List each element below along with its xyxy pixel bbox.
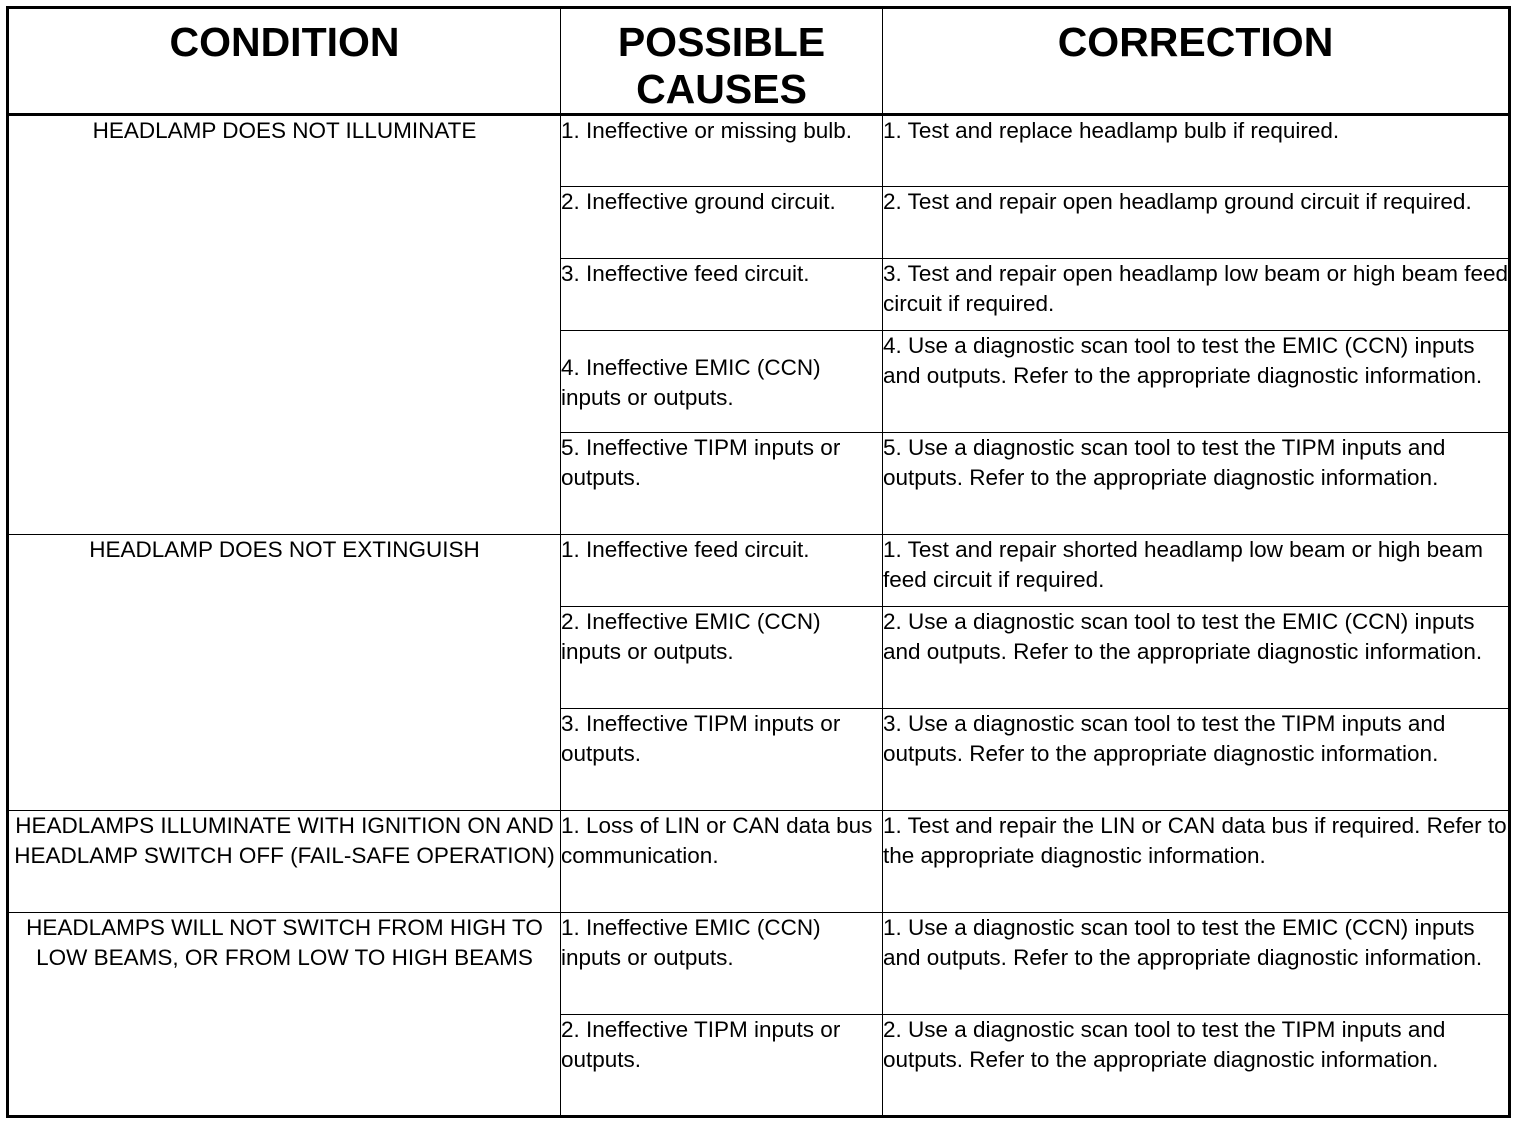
cause-cell: 3. Ineffective TIPM inputs or outputs. [561, 709, 883, 811]
cause-cell: 3. Ineffective feed circuit. [561, 259, 883, 331]
cause-cell: 5. Ineffective TIPM inputs or outputs. [561, 433, 883, 535]
correction-cell: 1. Test and repair the LIN or CAN data bus if required. Refer to the appropriate diagnostic information. [883, 811, 1510, 913]
header-possible-causes-text: POSSIBLE CAUSES [617, 19, 826, 112]
table-row [8, 535, 1510, 607]
header-condition: CONDITION [8, 8, 561, 115]
cause-cell: 1. Loss of LIN or CAN data bus communication. [561, 811, 883, 913]
diagnosis-table [6, 6, 1511, 1118]
cause-cell: 2. Ineffective TIPM inputs or outputs. [561, 1015, 883, 1117]
condition-cell: HEADLAMPS WILL NOT SWITCH FROM HIGH TO LOW BEAMS, OR FROM LOW TO HIGH BEAMS [8, 913, 561, 1117]
cause-cell: 2. Ineffective ground circuit. [561, 187, 883, 259]
correction-cell: 1. Use a diagnostic scan tool to test the EMIC (CCN) inputs and outputs. Refer to the appropriate diagnostic information. [883, 913, 1510, 1015]
cause-cell: 1. Ineffective or missing bulb. [561, 115, 883, 187]
condition-cell: HEADLAMPS ILLUMINATE WITH IGNITION ON AND HEADLAMP SWITCH OFF (FAIL-SAFE OPERATION) [8, 811, 561, 913]
correction-cell: 1. Test and replace headlamp bulb if required. [883, 115, 1510, 187]
cause-cell: 2. Ineffective EMIC (CCN) inputs or outputs. [561, 607, 883, 709]
header-row [8, 8, 1510, 115]
cause-cell: 4. Ineffective EMIC (CCN) inputs or outputs. [561, 331, 883, 433]
table-row [8, 913, 1510, 1015]
cause-cell: 1. Ineffective EMIC (CCN) inputs or outputs. [561, 913, 883, 1015]
header-possible-causes [561, 8, 883, 115]
table-row [8, 115, 1510, 187]
correction-cell: 1. Test and repair shorted headlamp low beam or high beam feed circuit if required. [883, 535, 1510, 607]
correction-cell: 3. Test and repair open headlamp low beam or high beam feed circuit if required. [883, 259, 1510, 331]
correction-cell: 4. Use a diagnostic scan tool to test the EMIC (CCN) inputs and outputs. Refer to the appropriate diagnostic information. [883, 331, 1510, 433]
correction-cell: 5. Use a diagnostic scan tool to test the TIPM inputs and outputs. Refer to the appropriate diagnostic information. [883, 433, 1510, 535]
cause-cell: 1. Ineffective feed circuit. [561, 535, 883, 607]
correction-cell: 3. Use a diagnostic scan tool to test the TIPM inputs and outputs. Refer to the appropriate diagnostic information. [883, 709, 1510, 811]
correction-cell: 2. Test and repair open headlamp ground circuit if required. [883, 187, 1510, 259]
header-correction: CORRECTION [883, 8, 1510, 115]
correction-cell: 2. Use a diagnostic scan tool to test the TIPM inputs and outputs. Refer to the appropriate diagnostic information. [883, 1015, 1510, 1117]
correction-cell: 2. Use a diagnostic scan tool to test the EMIC (CCN) inputs and outputs. Refer to the appropriate diagnostic information. [883, 607, 1510, 709]
condition-cell: HEADLAMP DOES NOT EXTINGUISH [8, 535, 561, 811]
condition-cell: HEADLAMP DOES NOT ILLUMINATE [8, 115, 561, 535]
table-row [8, 811, 1510, 913]
